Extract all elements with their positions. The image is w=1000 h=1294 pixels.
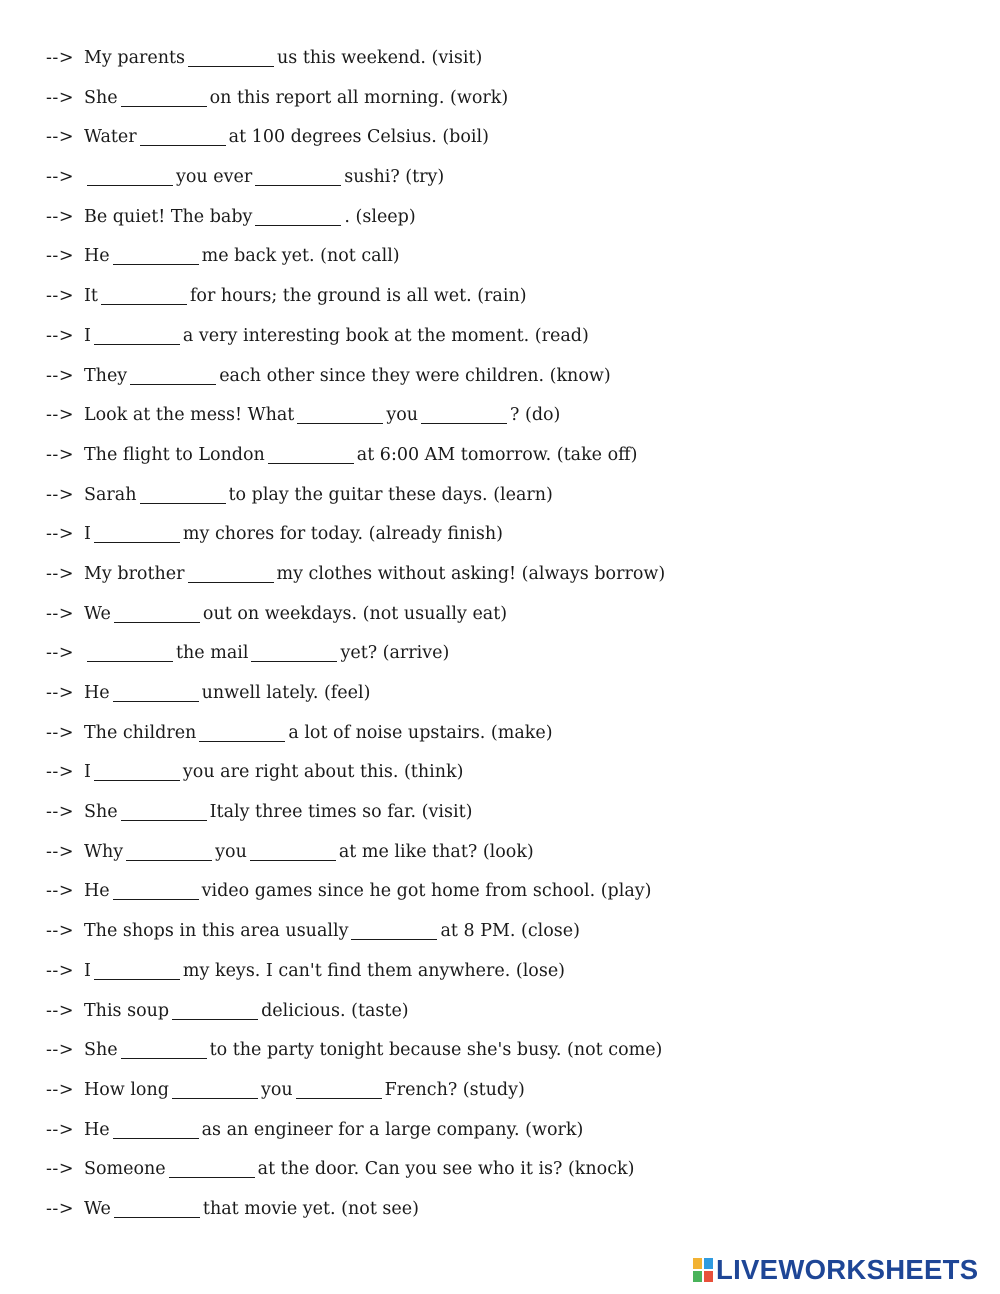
arrow-marker: --> [46, 484, 74, 505]
exercise-line [46, 837, 946, 877]
exercise-line [46, 797, 946, 837]
exercise-line [46, 876, 946, 916]
arrow-marker: --> [46, 643, 74, 664]
sentence-text: you are right about this. (think) [182, 762, 464, 783]
sentence-text: This soup [84, 1000, 170, 1021]
sentence-text: to the party tonight because she's busy. (not come) [209, 1040, 663, 1061]
answer-blank[interactable] [140, 487, 226, 504]
sentence-text: my clothes without asking! (always borrow) [276, 563, 666, 584]
answer-blank[interactable] [172, 1082, 258, 1099]
answer-blank[interactable] [94, 526, 180, 543]
sentence-text: video games since he got home from school. (play) [201, 881, 652, 902]
exercise-line [46, 996, 946, 1036]
sentence-text: I [84, 960, 91, 981]
sentence-text: Someone [84, 1159, 166, 1180]
brand-name: LIVEWORKSHEETS [716, 1254, 979, 1285]
answer-blank[interactable] [113, 248, 199, 265]
arrow-marker: --> [46, 603, 74, 624]
sentence-text: as an engineer for a large company. (work) [201, 1119, 584, 1140]
sentence-text: He [84, 246, 110, 267]
arrow-marker: --> [46, 1000, 74, 1021]
brand-footer [693, 1254, 978, 1286]
arrow-marker: --> [46, 405, 74, 426]
arrow-marker: --> [46, 1159, 74, 1180]
answer-blank[interactable] [121, 90, 207, 107]
answer-blank[interactable] [130, 368, 216, 385]
liveworksheets-logo-icon [693, 1258, 713, 1282]
exercise-line [46, 241, 946, 281]
sentence-text: He [84, 1119, 110, 1140]
sentence-text: ? (do) [510, 405, 561, 426]
sentence-text: a very interesting book at the moment. (read) [182, 325, 589, 346]
sentence-text: . (sleep) [344, 206, 416, 227]
answer-blank[interactable] [126, 844, 212, 861]
exercise-line [46, 1154, 946, 1194]
arrow-marker: --> [46, 48, 74, 68]
answer-blank[interactable] [250, 844, 336, 861]
arrow-marker: --> [46, 167, 74, 188]
exercise-line [46, 122, 946, 162]
sentence-text: out on weekdays. (not usually eat) [202, 603, 508, 624]
sentence-text: you [215, 841, 247, 862]
sentence-text: at me like that? (look) [338, 841, 534, 862]
arrow-marker: --> [46, 563, 74, 584]
answer-blank[interactable] [297, 407, 383, 424]
sentence-text: Sarah [84, 484, 137, 505]
arrow-marker: --> [46, 325, 74, 346]
exercise-line [46, 599, 946, 639]
exercise-line [46, 1035, 946, 1075]
answer-blank[interactable] [87, 645, 173, 662]
exercise-line [46, 281, 946, 321]
sentence-text: It [84, 286, 98, 307]
answer-blank[interactable] [188, 50, 274, 67]
sentence-text: for hours; the ground is all wet. (rain) [189, 286, 527, 307]
exercise-line [46, 83, 946, 123]
sentence-text: I [84, 524, 91, 545]
sentence-text: the mail [176, 643, 249, 664]
arrow-marker: --> [46, 841, 74, 862]
answer-blank[interactable] [113, 883, 199, 900]
answer-blank[interactable] [94, 764, 180, 781]
sentence-text: My parents [84, 48, 186, 68]
sentence-text: me back yet. (not call) [201, 246, 400, 267]
sentence-text: Italy three times so far. (visit) [209, 802, 473, 823]
sentence-text: They [84, 365, 128, 386]
exercise-line [46, 440, 946, 480]
answer-blank[interactable] [94, 963, 180, 980]
answer-blank[interactable] [114, 1201, 200, 1218]
arrow-marker: --> [46, 762, 74, 783]
answer-blank[interactable] [199, 725, 285, 742]
exercise-line [46, 718, 946, 758]
sentence-text: a lot of noise upstairs. (make) [288, 722, 553, 743]
arrow-marker: --> [46, 1040, 74, 1061]
exercise-line [46, 1115, 946, 1155]
answer-blank[interactable] [251, 645, 337, 662]
answer-blank[interactable] [172, 1003, 258, 1020]
sentence-text: The shops in this area usually [84, 921, 349, 942]
answer-blank[interactable] [140, 129, 226, 146]
arrow-marker: --> [46, 127, 74, 148]
sentence-text: The children [84, 722, 197, 743]
answer-blank[interactable] [255, 209, 341, 226]
sentence-text: Look at the mess! What [84, 405, 295, 426]
arrow-marker: --> [46, 87, 74, 108]
answer-blank[interactable] [113, 685, 199, 702]
arrow-marker: --> [46, 1119, 74, 1140]
answer-blank[interactable] [114, 606, 200, 623]
sentence-text: He [84, 881, 110, 902]
sentence-text: each other since they were children. (know) [219, 365, 611, 386]
arrow-marker: --> [46, 921, 74, 942]
exercise-line [46, 1075, 946, 1115]
arrow-marker: --> [46, 722, 74, 743]
exercise-line [46, 202, 946, 242]
exercise-line [46, 480, 946, 520]
sentence-text: my keys. I can't find them anywhere. (lose) [182, 960, 565, 981]
answer-blank[interactable] [268, 447, 354, 464]
sentence-text: She [84, 1040, 118, 1061]
arrow-marker: --> [46, 365, 74, 386]
sentence-text: She [84, 87, 118, 108]
answer-blank[interactable] [351, 923, 437, 940]
sentence-text: at the door. Can you see who it is? (knock) [257, 1159, 635, 1180]
arrow-marker: --> [46, 960, 74, 981]
sentence-text: at 8 PM. (close) [440, 921, 580, 942]
sentence-text: at 6:00 AM tomorrow. (take off) [356, 444, 638, 465]
sentence-text: Water [84, 127, 137, 148]
exercise-line [46, 361, 946, 401]
answer-blank[interactable] [421, 407, 507, 424]
arrow-marker: --> [46, 206, 74, 227]
exercise-line [46, 162, 946, 202]
sentence-text: He [84, 683, 110, 703]
answer-blank[interactable] [255, 169, 341, 186]
sentence-text: you [260, 1079, 293, 1100]
sentence-text: We [84, 1198, 111, 1219]
exercise-line [46, 956, 946, 996]
sentence-text: delicious. (taste) [261, 1000, 409, 1021]
arrow-marker: --> [46, 1079, 74, 1100]
sentence-text: that movie yet. (not see) [202, 1198, 419, 1219]
sentence-text: on this report all morning. (work) [209, 87, 509, 108]
arrow-marker: --> [46, 802, 74, 823]
sentence-text: unwell lately. (feel) [201, 683, 371, 703]
exercise-line [46, 559, 946, 599]
arrow-marker: --> [46, 524, 74, 545]
sentence-text: French? (study) [384, 1079, 525, 1100]
exercise-line [46, 757, 946, 797]
sentence-text: The flight to London [84, 444, 265, 465]
sentence-text: I [84, 762, 91, 783]
answer-blank[interactable] [121, 804, 207, 821]
arrow-marker: --> [46, 881, 74, 902]
arrow-marker: --> [46, 683, 74, 703]
answer-blank[interactable] [94, 328, 180, 345]
exercise-line [46, 519, 946, 559]
answer-blank[interactable] [296, 1082, 382, 1099]
sentence-text: I [84, 325, 91, 346]
sentence-text: My brother [84, 563, 185, 584]
arrow-marker: --> [46, 246, 74, 267]
sentence-text: Be quiet! The baby [84, 206, 253, 227]
answer-blank[interactable] [87, 169, 173, 186]
exercise-line [46, 321, 946, 361]
sentence-text: you ever [176, 167, 253, 188]
exercise-line [46, 1194, 946, 1234]
exercise-line [46, 916, 946, 956]
sentence-text: She [84, 802, 118, 823]
answer-blank[interactable] [188, 566, 274, 583]
answer-blank[interactable] [169, 1161, 255, 1178]
exercise-line [46, 400, 946, 440]
sentence-text: at 100 degrees Celsius. (boil) [228, 127, 489, 148]
arrow-marker: --> [46, 444, 74, 465]
answer-blank[interactable] [113, 1122, 199, 1139]
exercise-line [46, 43, 946, 83]
sentence-text: How long [84, 1079, 169, 1100]
sentence-text: my chores for today. (already finish) [182, 524, 503, 545]
sentence-text: you [386, 405, 419, 426]
answer-blank[interactable] [101, 288, 187, 305]
sentence-text: Why [84, 841, 124, 862]
sentence-text: yet? (arrive) [340, 643, 450, 664]
sentence-text: to play the guitar these days. (learn) [228, 484, 553, 505]
arrow-marker: --> [46, 1198, 74, 1219]
sentence-text: We [84, 603, 111, 624]
sentence-text: us this weekend. (visit) [277, 48, 483, 68]
exercise-line [46, 678, 946, 718]
sentence-text: sushi? (try) [344, 167, 445, 188]
answer-blank[interactable] [121, 1042, 207, 1059]
exercise-line [46, 638, 946, 678]
worksheet [46, 43, 946, 1234]
arrow-marker: --> [46, 286, 74, 307]
